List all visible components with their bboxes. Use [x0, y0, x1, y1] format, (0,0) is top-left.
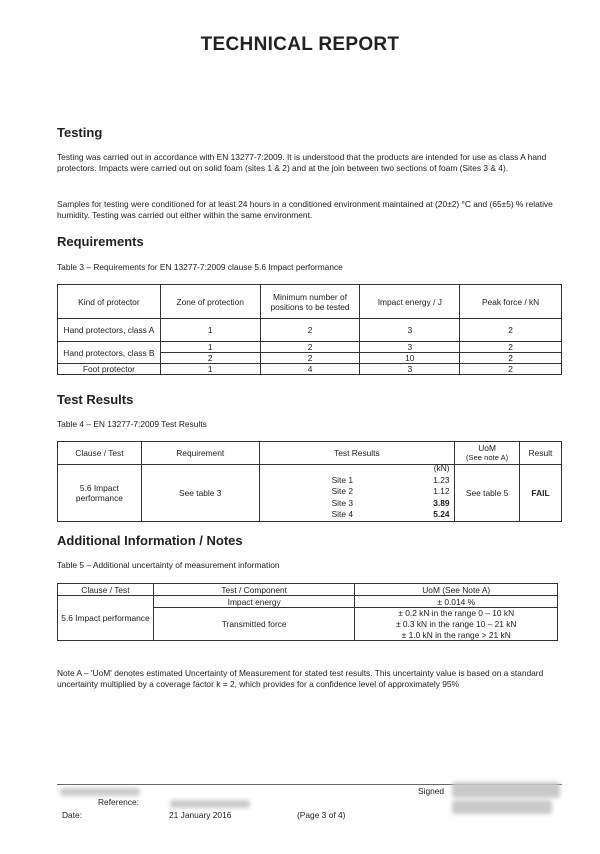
- uom-cell: ± 0.014 %: [355, 596, 558, 608]
- uom-cell: ± 0.3 kN in the range 10 – 21 kN: [355, 619, 558, 630]
- redacted-area: [170, 800, 250, 808]
- table-row: [58, 364, 562, 375]
- results-table: [57, 441, 562, 522]
- redacted-area: [60, 788, 140, 796]
- column-header: Clause / Test: [58, 584, 154, 596]
- table-cell: 10: [360, 353, 460, 364]
- testing-paragraph-1: Testing was carried out in accordance with EN 13277-7:2009. It is understood that the products are intended for use as class A hand protectors. Impacts were carried out on solid foam (sites 1 & 2) and at the join between two sections of foam (Sites 3 & 4).: [57, 152, 547, 173]
- testing-heading: Testing: [57, 125, 103, 140]
- column-header: Requirement: [141, 442, 259, 465]
- site-row: [332, 475, 450, 487]
- table-cell: 2: [260, 353, 360, 364]
- table-cell: 4: [260, 364, 360, 375]
- date-value: 21 January 2016: [169, 810, 232, 820]
- signed-label: Signed: [418, 786, 445, 796]
- results-heading: Test Results: [57, 392, 134, 407]
- unit-label: (kN): [433, 463, 450, 473]
- report-title: TECHNICAL REPORT: [200, 34, 400, 55]
- clause-cell: 5.6 Impact performance: [58, 465, 142, 522]
- table-cell: 1: [160, 364, 260, 375]
- test-results-cell: [259, 465, 455, 522]
- column-header: [455, 442, 520, 465]
- table-row: [58, 342, 562, 353]
- column-header: Test Results: [259, 442, 455, 465]
- table-row: [58, 465, 562, 522]
- note-a: Note A – 'UoM' denotes estimated Uncertainty of Measurement for stated test results. This uncertainty value is based on a standard uncertainty multiplied by a coverage factor k = 2, which provides for a confidence level of approximately 95%: [57, 668, 544, 689]
- component-cell: Impact energy: [153, 596, 355, 608]
- column-header: Minimum number of positions to be tested: [260, 285, 360, 319]
- uom-note-header: (See note A): [465, 453, 509, 462]
- table4-caption: Table 4 – EN 13277-7:2009 Test Results: [57, 419, 207, 429]
- table-cell: 2: [160, 353, 260, 364]
- clause-cell: 5.6 Impact performance: [58, 596, 154, 641]
- column-header: Kind of protector: [58, 285, 161, 319]
- table-header-row: [58, 584, 558, 596]
- table-row: [58, 319, 562, 342]
- uom-header: UoM: [478, 443, 496, 453]
- date-label: Date:: [62, 810, 83, 820]
- table-cell: Hand protectors, class B: [58, 342, 161, 364]
- table-header-row: [58, 442, 562, 465]
- uom-cell: See table 5: [455, 465, 520, 522]
- column-header: Impact energy / J: [360, 285, 460, 319]
- uom-cell: ± 1.0 kN in the range > 21 kN: [355, 630, 558, 641]
- table-cell: Foot protector: [58, 364, 161, 375]
- column-header: Clause / Test: [58, 442, 142, 465]
- column-header: Test / Component: [153, 584, 355, 596]
- table-cell: 1: [160, 319, 260, 342]
- table-cell: 2: [260, 342, 360, 353]
- column-header: UoM (See Note A): [355, 584, 558, 596]
- redacted-signature: [452, 800, 552, 814]
- uncertainty-table: [57, 583, 558, 641]
- requirements-table: [57, 284, 562, 375]
- table-cell: 2: [260, 319, 360, 342]
- site-results: [332, 463, 450, 521]
- site-label: Site 4: [331, 509, 353, 519]
- requirements-heading: Requirements: [57, 234, 144, 249]
- table-cell: 3: [360, 319, 460, 342]
- site-row: [332, 498, 450, 510]
- reference-label: Reference:: [98, 797, 139, 807]
- table-cell: 2: [460, 364, 562, 375]
- additional-heading: Additional Information / Notes: [57, 533, 243, 548]
- table-cell: 2: [460, 319, 562, 342]
- site-value: 5.24: [433, 509, 450, 519]
- table-cell: Hand protectors, class A: [58, 319, 161, 342]
- testing-paragraph-2: Samples for testing were conditioned for at least 24 hours in a conditioned environment maintained at (20±2) °C and (65±5) % relative humidity. Testing was carried out either within the same environment.: [57, 199, 553, 220]
- table3-caption: Table 3 – Requirements for EN 13277-7:2009 clause 5.6 Impact performance: [57, 262, 343, 272]
- site-label: Site 3: [331, 497, 353, 508]
- table-cell: 1: [160, 342, 260, 353]
- column-header: Result: [520, 442, 562, 465]
- redacted-signature: [452, 782, 560, 798]
- column-header: Peak force / kN: [460, 285, 562, 319]
- requirement-cell: See table 3: [141, 465, 259, 522]
- site-row: [332, 509, 450, 521]
- table5-caption: Table 5 – Additional uncertainty of measurement information: [57, 560, 280, 570]
- table-cell: 2: [460, 342, 562, 353]
- column-header: Zone of protection: [160, 285, 260, 319]
- site-label: Site 2: [331, 486, 353, 496]
- table-cell: 3: [360, 342, 460, 353]
- site-label: Site 1: [331, 474, 353, 485]
- table-row: [58, 596, 558, 608]
- table-cell: 2: [460, 353, 562, 364]
- uom-cell: ± 0.2 kN in the range 0 – 10 kN: [355, 608, 558, 619]
- page-number: (Page 3 of 4): [297, 810, 346, 820]
- site-value: 3.89: [433, 497, 450, 508]
- component-cell: Transmitted force: [153, 608, 355, 641]
- result-cell: FAIL: [520, 465, 562, 522]
- table-cell: 3: [360, 364, 460, 375]
- site-value: 1.12: [433, 486, 450, 496]
- site-row: [332, 486, 450, 498]
- table-header-row: [58, 285, 562, 319]
- site-value: 1.23: [433, 474, 450, 485]
